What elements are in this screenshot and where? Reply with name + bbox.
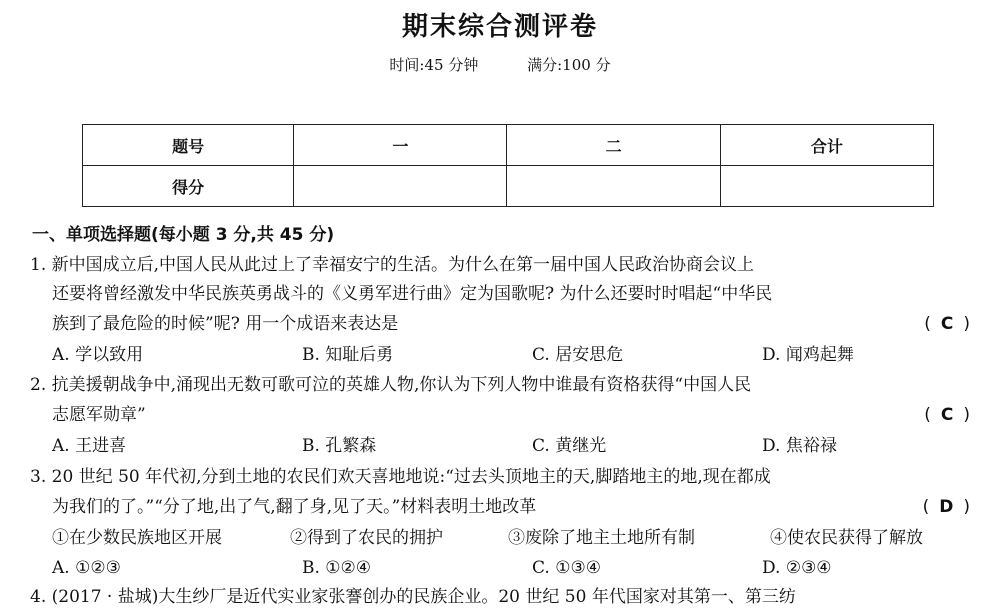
score-header-total: 合计 xyxy=(720,125,933,166)
paper-title: 期末综合测评卷 xyxy=(401,12,598,42)
score-table xyxy=(82,124,934,207)
q1-option-a: A. 学以致用 xyxy=(52,345,144,365)
q2-answer: ( C ) xyxy=(924,405,970,425)
score-row-label: 得分 xyxy=(83,166,294,207)
score-cell-part-1[interactable] xyxy=(294,166,507,207)
score-cell-total[interactable] xyxy=(720,166,933,207)
q1-line-3: 族到了最危险的时候”呢? 用一个成语来表达是 xyxy=(52,314,399,334)
q1-option-d: D. 闻鸡起舞 xyxy=(762,345,854,365)
score-cell-part-2[interactable] xyxy=(507,166,720,207)
q2-option-b: B. 孔繁森 xyxy=(302,436,377,456)
q3-statement-2: ②得到了农民的拥护 xyxy=(290,528,443,548)
q3-option-c: C. ①③④ xyxy=(532,558,601,578)
q1-answer: ( C ) xyxy=(924,314,970,334)
q1-answer-letter: C xyxy=(940,314,954,334)
score-table-score-row xyxy=(83,166,934,207)
q1-line-1: 1. 新中国成立后,中国人民从此过上了幸福安宁的生活。为什么在第一届中国人民政治协商会议上 xyxy=(30,255,755,275)
q1-line-2: 还要将曾经激发中华民族英勇战斗的《义勇军进行曲》定为国歌呢? 为什么还要时时唱起“中华民 xyxy=(52,284,773,304)
q3-statement-3: ③废除了地主土地所有制 xyxy=(508,528,695,548)
q1-option-c: C. 居安思危 xyxy=(532,345,624,365)
q3-option-a: A. ①②③ xyxy=(52,558,121,578)
q2-line-2: 志愿军勋章” xyxy=(52,405,146,425)
exam-meta xyxy=(0,54,1000,75)
score-header-part-2: 二 xyxy=(507,125,720,166)
q2-option-c: C. 黄继光 xyxy=(532,436,607,456)
section-heading: 一、单项选择题(每小题 3 分,共 45 分) xyxy=(32,225,335,245)
q3-answer: ( D ) xyxy=(922,497,970,517)
q4-line-1: 4. (2017 · 盐城)大生纱厂是近代实业家张謇创办的民族企业。20 世纪 50 年代国家对其第一、第三纺 xyxy=(30,587,796,607)
q2-option-d: D. 焦裕禄 xyxy=(762,436,837,456)
q3-option-d: D. ②③④ xyxy=(762,558,832,578)
q2-option-a: A. 王进喜 xyxy=(52,436,127,456)
score-table-header-row xyxy=(83,125,934,166)
score-header-part-1: 一 xyxy=(294,125,507,166)
q3-answer-letter: D xyxy=(939,497,954,517)
q3-statement-4: ④使农民获得了解放 xyxy=(770,528,923,548)
q2-answer-letter: C xyxy=(940,405,954,425)
q3-line-1: 3. 20 世纪 50 年代初,分到土地的农民们欢天喜地地说:“过去头顶地主的天,脚踏地主的地,现在都成 xyxy=(30,467,771,487)
q2-line-1: 2. 抗美援朝战争中,涌现出无数可歌可泣的英雄人物,你认为下列人物中谁最有资格获得“中国人民 xyxy=(30,375,752,395)
exam-full-score: 满分:100 分 xyxy=(527,56,611,74)
exam-time: 时间:45 分钟 xyxy=(389,56,479,74)
score-header-question-no: 题号 xyxy=(83,125,294,166)
q3-line-2: 为我们的了。”“分了地,出了气,翻了身,见了天。”材料表明土地改革 xyxy=(52,497,537,517)
q3-statement-1: ①在少数民族地区开展 xyxy=(52,528,222,548)
q3-option-b: B. ①②④ xyxy=(302,558,372,578)
q1-option-b: B. 知耻后勇 xyxy=(302,345,394,365)
